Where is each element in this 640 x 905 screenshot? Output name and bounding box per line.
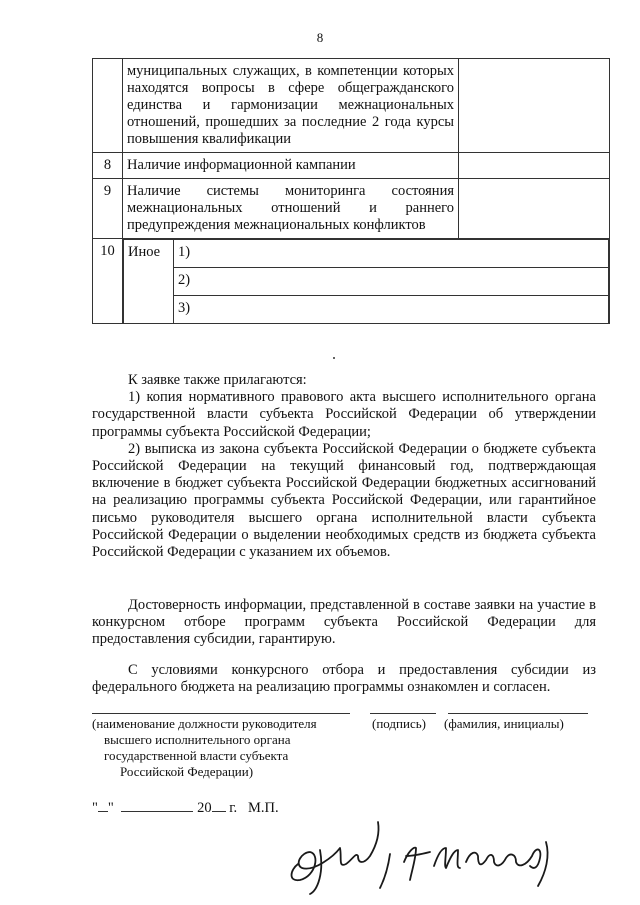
table-row [93,239,610,324]
page-number: 8 [316,30,324,45]
row-name: муниципальных служащих, в компетенции которых находятся вопросы в сфере общегражданского единства и гармонизации межнациональных отношений, прошедших за последние 2 года курсы повышения квалификации [123,59,459,153]
other-item-3: 3) [174,296,609,324]
attachments-section [92,372,596,561]
date-line: " " 20 г. М.П. [92,800,279,816]
attachment-item-1: 1) копия нормативного правового акта высшего исполнительного органа государственной власти субъекта Российской Федерации об утверждении программы субъекта Российской Федерации; [92,389,596,440]
row-value [459,179,610,239]
name-line [448,713,588,714]
row-value [459,59,610,153]
signature-caption: (подпись) [372,716,426,731]
row-name: Наличие информационной кампании [123,153,459,179]
other-subtable [123,239,609,323]
name-caption: (фамилия, инициалы) [444,716,564,731]
seal-placeholder: М.П. [248,800,279,816]
row-other [123,239,610,324]
table-row [93,153,610,179]
table-row [93,179,610,239]
handwritten-signature [280,812,570,897]
signature-line [370,713,436,714]
row-number: 8 [93,153,123,179]
criteria-table [92,58,610,324]
stray-dot [333,357,335,359]
other-item-2: 2) [174,268,609,296]
row-number [93,59,123,153]
table-row [93,59,610,153]
attachments-intro: К заявке также прилагаются: [128,372,307,388]
other-item-1: 1) [174,240,609,268]
agreement-paragraph: С условиями конкурсного отбора и предоставления субсидии из федерального бюджета на реализацию программы ознакомлен и согласен. [92,662,596,696]
row-name: Иное [124,240,174,324]
attachment-item-2: 2) выписка из закона субъекта Российской Федерации о бюджете субъекта Российской Федерации на текущий финансовый год, подтверждающая включение в бюджет субъекта Российской Федерации бюджетных ассигнований на реализацию программы субъекта Российской Федерации, или гарантийное письмо руководителя высшего органа исполнительной власти субъекта Российской Федерации о выделении необходимых средств из бюджета субъекта Российской Федерации с указанием их объемов. [92,440,596,561]
position-caption: (наименование должности руководителя высшего исполнительного органа государственной власти субъекта Российской Федерации) [92,716,317,779]
row-name: Наличие системы мониторинга состояния межнациональных отношений и раннего предупреждения межнациональных конфликтов [123,179,459,239]
guarantee-paragraph: Достоверность информации, представленной в составе заявки на участие в конкурсном отборе программ субъекта Российской Федерации для предоставления субсидии, гарантирую. [92,597,596,648]
row-number: 10 [93,239,123,324]
row-value [459,153,610,179]
position-line [92,713,350,714]
row-number: 9 [93,179,123,239]
